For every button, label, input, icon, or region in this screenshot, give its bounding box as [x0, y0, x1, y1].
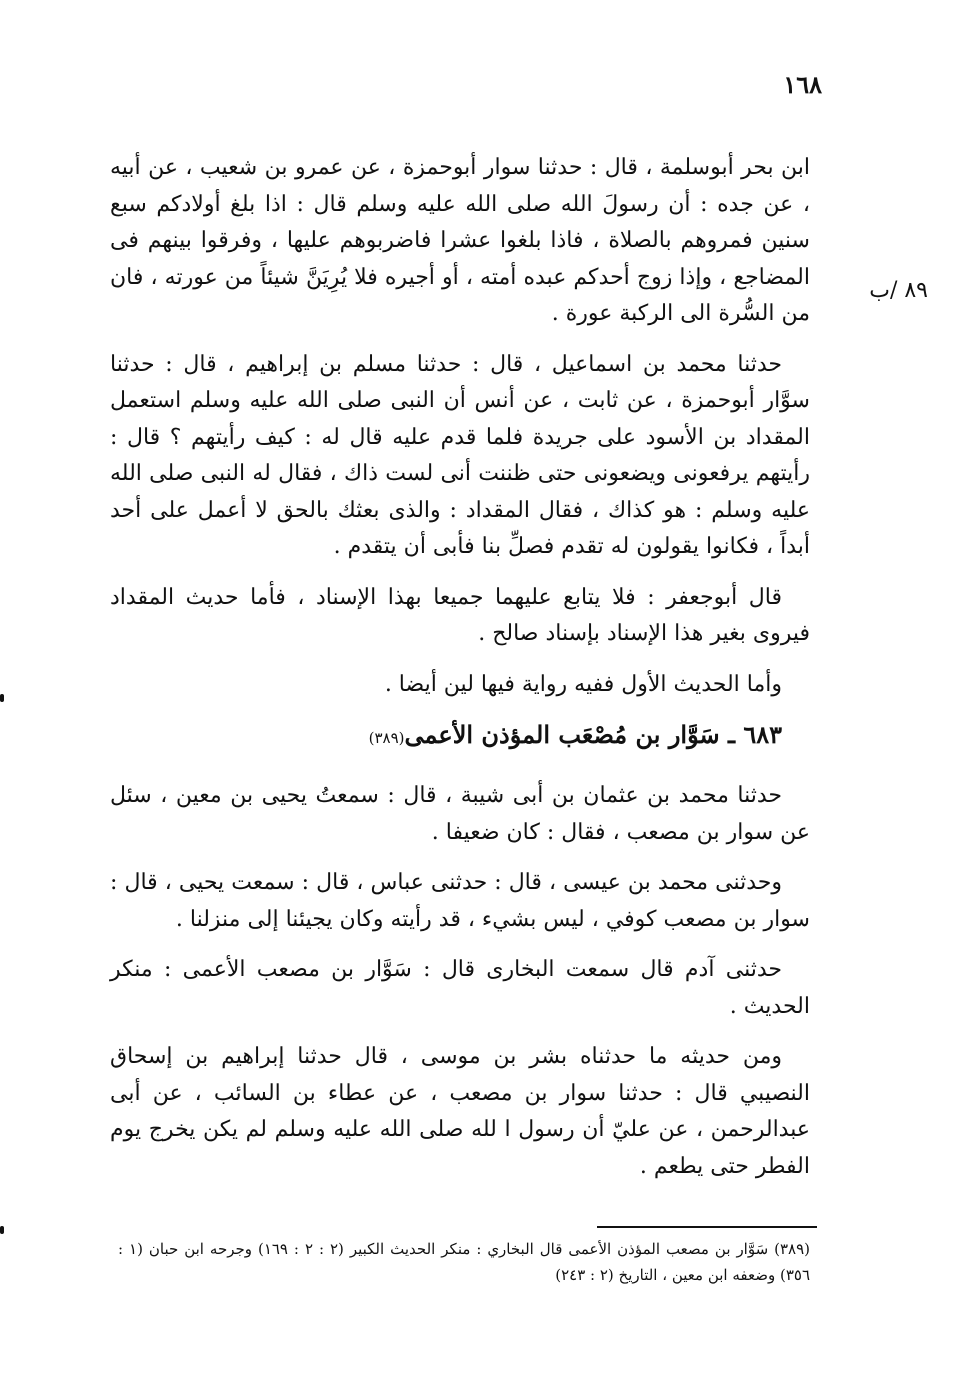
- paragraph: حدثنا محمد بن عثمان بن أبى شيبة ، قال : سمعتُ يحيى بن معين ، سئل عن سوار بن مصعب ، فقال : كان ضعيفا .: [110, 783, 810, 845]
- paragraph: ابن بحر أبوسلمة ، قال : حدثنا سوار أبوحمزة ، عن عمرو بن شعيب ، عن أبيه ، عن جده : أن رسولَ الله صلى الله عليه وسلم قال : اذا بلغ أولادكم سبع سنين فمروهم بالصلاة ، فاذا بلغوا عشرا فاضربوهم عليها ، وفرقوا بينهم فى المضاجع ، وإذا زوج أحدكم عبده أمته ، أو أجيره فلا يُرِيَنَّ شيئاً من عورته ، فان من السُّرة الى الركبة عورة .: [110, 155, 810, 326]
- paragraph: وحدثنى محمد بن عيسى ، قال : حدثنى عباس ، قال : سمعت يحيى ، قال : سوار بن مصعب كوفي ، ليس بشيء ، قد رأيته وكان يجيئنا إلى منزلنا .: [110, 870, 810, 932]
- footnote-reference: (٣٨٩): [368, 729, 405, 747]
- paragraph: حدثنى آدم قال سمعت البخارى قال : سَوَّار بن مصعب الأعمى : منكر الحديث .: [110, 957, 810, 1019]
- footnotes: [118, 1236, 810, 1288]
- footnote: (٣٨٩) سَوَّار بن مصعب المؤذن الأعمى قال البخاري : منكر الحديث الكبير (٢ : ٢ : ١٦٩) وجرحه ابن حبان (١ : ٣٥٦) وضعفه ابن معين ، التاريخ (٢ : ٢٤٣): [118, 1240, 810, 1284]
- paragraph: قال أبوجعفر : فلا يتابع عليهما جميعا بهذا الإسناد ، فأما حديث المقداد فيروى بغير هذا الإسناد بإسناد صالح .: [110, 584, 810, 646]
- entry-heading: [110, 717, 810, 756]
- entry-heading-text: ٦٨٣ ـ سَوَّار بن مُصْعَب المؤذن الأعمى: [404, 720, 782, 749]
- page-number: ١٦٨: [783, 70, 822, 99]
- paragraph: ومن حديثه ما حدثناه بشر بن موسى ، قال حدثنا إبراهيم بن إسحاق النصيبي قال : حدثنا سوار بن مصعب ، عن عطاء بن السائب ، عن أبى عبدالرحمن ، عن عليّ أن رسول ا لله صلى الله عليه وسلم لم يكن يخرج يوم الفطر حتى يطعم .: [110, 1044, 810, 1179]
- page-body: [110, 150, 810, 1199]
- footnote-divider: [597, 1226, 817, 1228]
- scan-edge-mark: [0, 694, 4, 702]
- scan-edge-mark: [0, 1226, 4, 1234]
- paragraph: حدثنا محمد بن اسماعيل ، قال : حدثنا مسلم بن إبراهيم ، قال : حدثنا سوَّار أبوحمزة ، عن ثابت ، عن أنس أن النبى صلى الله عليه وسلم استعمل المقداد بن الأسود على جريدة فلما قدم عليه قال له : كيف رأيتهم ؟ قال : رأيتهم يرفعونى ويضعونى حتى ظننت أنى لست ذاك ، فقال له النبى صلى الله عليه وسلم : هو كذاك ، فقال المقداد : والذى بعثك بالحق لا أعمل على أحد أبداً ، فكانوا يقولون له تقدم فصلِّ بنا فأبى أن يتقدم .: [110, 351, 810, 559]
- folio-margin-note: ٨٩ /ب: [869, 278, 928, 303]
- paragraph: وأما الحديث الأول ففيه رواية فيها لين أيضا .: [384, 671, 782, 697]
